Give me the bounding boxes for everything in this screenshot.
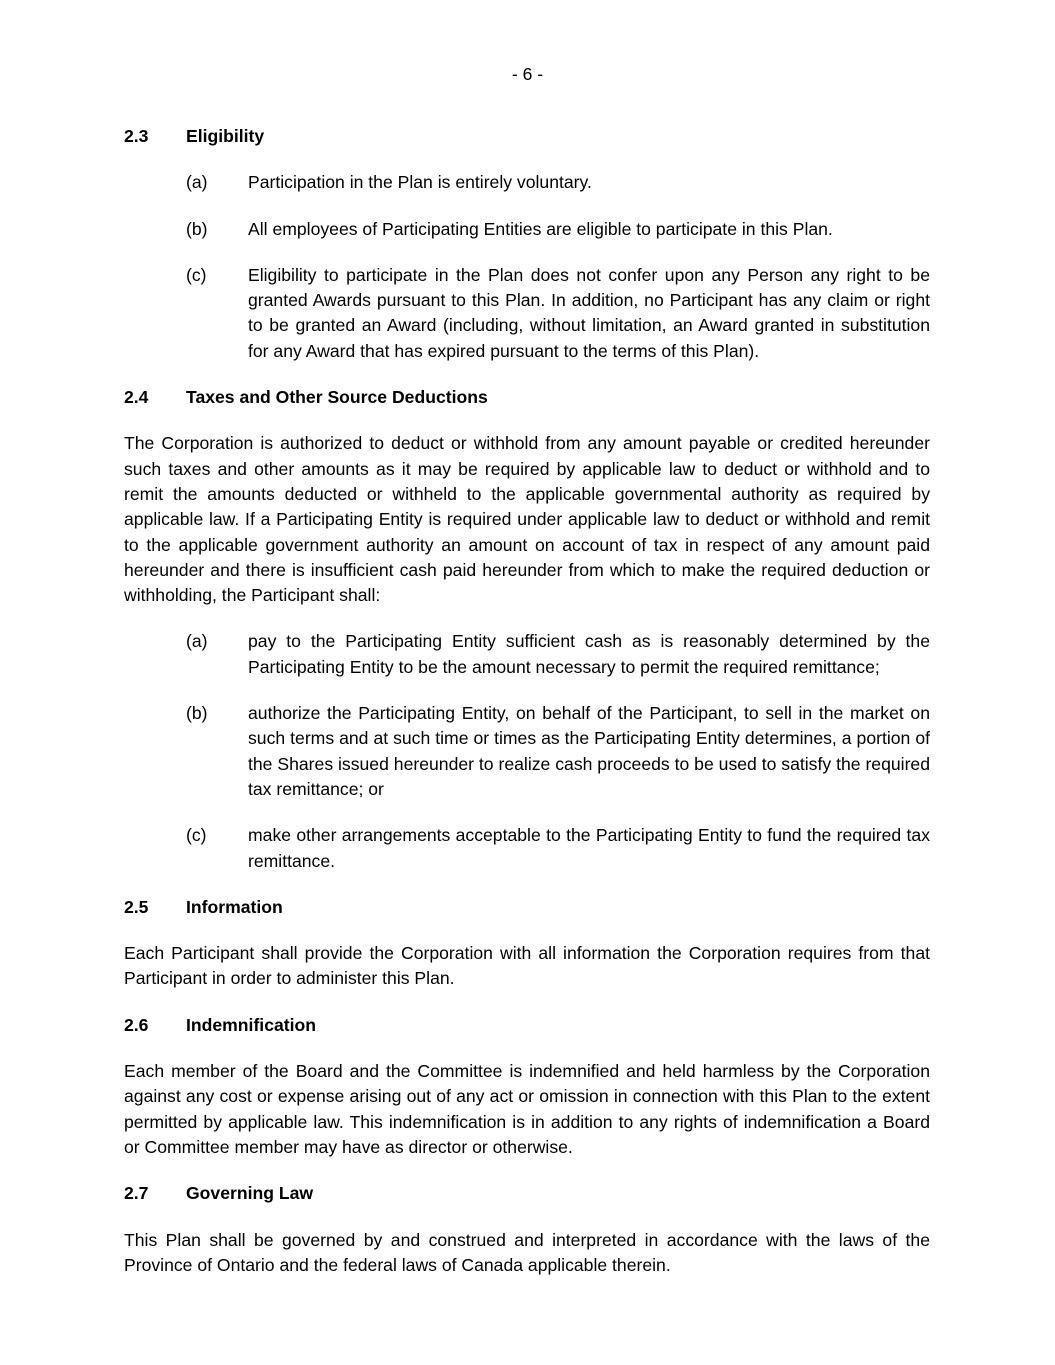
section-title: Information xyxy=(186,896,283,917)
section-heading xyxy=(124,124,930,149)
section-heading xyxy=(124,895,930,920)
item-text: Eligibility to participate in the Plan does not confer upon any Person any right to be granted Awards pursuant to this Plan. In addition, no Participant has any claim or right to be granted an Award (including, without limitation, an Award granted in substitution for any Award that has expired pursuant to the terms of this Plan). xyxy=(248,264,930,361)
section-title: Eligibility xyxy=(186,126,265,146)
item-label: (c) xyxy=(186,825,207,846)
section-number: 2.6 xyxy=(124,1014,149,1035)
section-number: 2.5 xyxy=(124,896,149,917)
section-number: 2.3 xyxy=(124,126,149,146)
section-heading xyxy=(124,1181,930,1206)
section-heading xyxy=(124,1013,930,1038)
page-number: - 6 - xyxy=(511,64,544,84)
item-text: Participation in the Plan is entirely voluntary. xyxy=(248,172,592,193)
section-number: 2.7 xyxy=(124,1183,149,1204)
list-item xyxy=(124,217,930,242)
section-title: Indemnification xyxy=(186,1014,317,1035)
item-label: (a) xyxy=(186,631,208,652)
list-item xyxy=(124,263,930,364)
document-body xyxy=(124,124,930,1299)
list-item xyxy=(124,170,930,195)
section-number: 2.4 xyxy=(124,387,149,408)
item-label: (a) xyxy=(186,172,208,193)
list-item xyxy=(124,629,930,680)
section-paragraph: Each Participant shall provide the Corporation with all information the Corporation requires from that Participant in order to administer this Plan. xyxy=(124,943,930,989)
section-paragraph: This Plan shall be governed by and construed and interpreted in accordance with the laws of the Province of Ontario and the federal laws of Canada applicable therein. xyxy=(124,1229,930,1275)
list-item xyxy=(124,823,930,874)
section-paragraph: Each member of the Board and the Committee is indemnified and held harmless by the Corporation against any cost or expense arising out of any act or omission in connection with this Plan to the extent permitted by applicable law. This indemnification is in addition to any rights of indemnification a Board or Committee member may have as director or otherwise. xyxy=(124,1061,930,1157)
item-label: (b) xyxy=(186,218,208,239)
section-paragraph: The Corporation is authorized to deduct or withhold from any amount payable or credited hereunder such taxes and other amounts as it may be required by applicable law to deduct or withhold and to remit the amounts deducted or withheld to the applicable governmental authority as required by applicable law. If a Participating Entity is required under applicable law to deduct or withhold and remit to the applicable government authority an amount on account of tax in respect of any amount paid hereunder and there is insufficient cash paid hereunder from which to make the required deduction or withholding, the Participant shall: xyxy=(124,433,930,606)
section-heading xyxy=(124,385,930,410)
item-text: make other arrangements acceptable to the Participating Entity to fund the required tax remittance. xyxy=(248,825,930,871)
item-label: (c) xyxy=(186,264,207,285)
list-item xyxy=(124,701,930,802)
item-text: All employees of Participating Entities are eligible to participate in this Plan. xyxy=(248,218,833,239)
item-label: (b) xyxy=(186,703,208,724)
item-text: pay to the Participating Entity sufficient cash as is reasonably determined by the Participating Entity to be the amount necessary to permit the required remittance; xyxy=(248,631,930,677)
section-title: Governing Law xyxy=(186,1183,314,1204)
section-title: Taxes and Other Source Deductions xyxy=(186,387,488,408)
item-text: authorize the Participating Entity, on behalf of the Participant, to sell in the market on such terms and at such time or times as the Participating Entity determines, a portion of the Shares issued hereunder to realize cash proceeds to be used to satisfy the required tax remittance; or xyxy=(248,703,930,799)
